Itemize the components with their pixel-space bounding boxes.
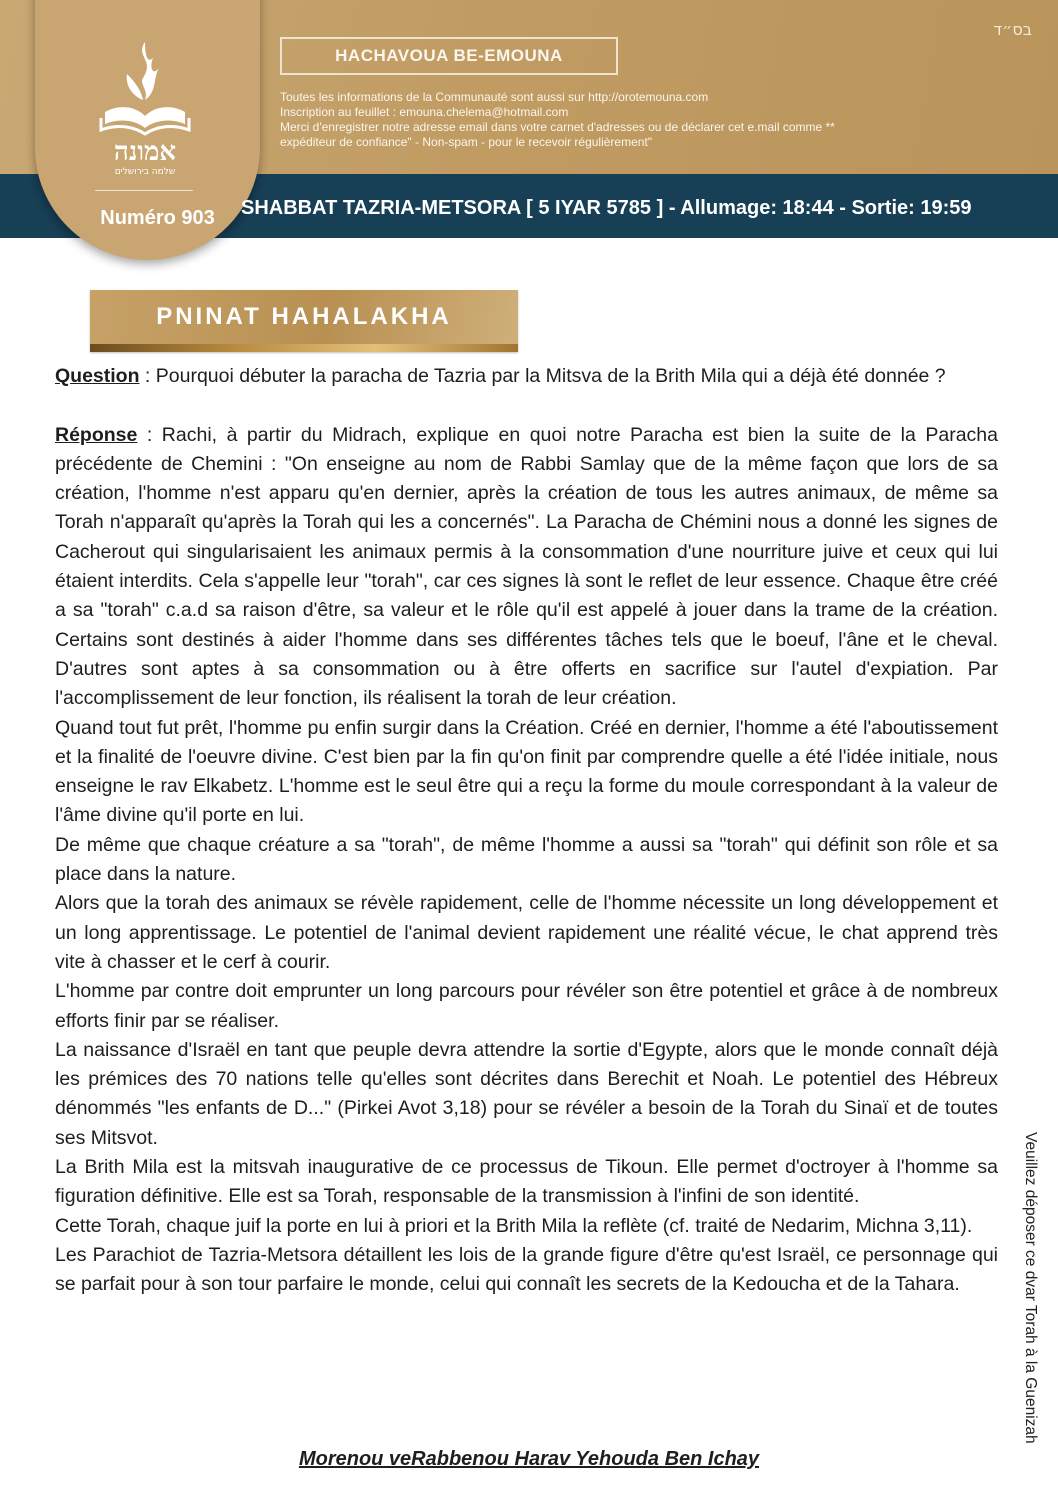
question-label: Question <box>55 365 140 387</box>
question-text: : Pourquoi débuter la paracha de Tazria par la Mitsva de la Brith Mila qui a déjà été donnée ? <box>139 365 946 387</box>
svg-text:אמונה: אמונה <box>113 137 177 167</box>
info-line: expéditeur de confiance" - Non-spam - pour le recevoir régulièrement" <box>280 135 653 149</box>
info-line: Merci d'enregistrer notre adresse email dans votre carnet d'adresses ou de déclarer cet e.mail comme ** <box>280 120 835 134</box>
newsletter-title: HACHAVOUA BE-EMOUNA <box>280 37 618 75</box>
article-paragraph: L'homme par contre doit emprunter un long parcours pour révéler son être potentiel et grâce à de nombreux efforts finir par se réaliser. <box>55 980 998 1032</box>
article-paragraph: De même que chaque créature a sa "torah", de même l'homme a aussi sa "torah" qui définit son rôle et sa place dans la nature. <box>55 833 998 886</box>
article-paragraph: Quand tout fut prêt, l'homme pu enfin surgir dans la Création. Créé en dernier, l'homme a été l'aboutissement et la finalité de l'oeuvre divine. C'est bien par la fin qu'on finit par comprendre quelle a été l'idée initiale, nous enseigne le rav Elkabetz. L'homme est le seul être qui a reçu la forme du moule correspondant à la valeur de l'âme divine qu'il porte en lui. <box>55 716 998 827</box>
answer-paragraph <box>55 421 998 714</box>
shabbat-times: SHABBAT TAZRIA-METSORA [ 5 IYAR 5785 ] - Allumage: 18:44 - Sortie: 19:59 <box>241 197 972 219</box>
bsd-mark: בס״ד <box>993 20 1032 39</box>
paragraph-gap <box>55 391 998 420</box>
section-banner <box>90 290 518 352</box>
article-body <box>55 362 998 1300</box>
guenizah-note: Veuillez déposer ce dvar Torah à la Guenizah <box>1022 1132 1039 1444</box>
article-paragraph: Alors que la torah des animaux se révèle rapidement, celle de l'homme nécessite un long développement et un long apprentissage. Le potentiel de l'animal devient rapidement une réalité vécue, le chat apprend très vite à chasser et le cerf à courir. <box>55 892 998 973</box>
logo-divider <box>95 190 193 191</box>
article-paragraph: Les Parachiot de Tazria-Metsora détaillent les lois de la grande figure d'être qu'est Israël, ce personnage qui se parfait pour à son tour parfaire le monde, celui qui connaît les secrets de la Kedoucha et de la Tahara. <box>55 1243 998 1296</box>
article-paragraph: La naissance d'Israël en tant que peuple devra attendre la sortie d'Egypte, alors que le monde connaît déjà les prémices des 70 nations telle qu'elles sont décrites dans Berechit et Noah. Le potentiel des Hébreux dénommés "les enfants de D..." (Pirkei Avot 3,18) pour se révéler a besoin de la Torah du Sinaï et de toutes ses Mitsvot. <box>55 1038 998 1149</box>
answer-label: Réponse <box>55 423 138 446</box>
author-signature: Morenou veRabbenou Harav Yehouda Ben Ichay <box>298 1448 760 1470</box>
answer-text: : Rachi, à partir du Midrach, explique en quoi notre Paracha est bien la suite de la Paracha précédente de Chemini : "On enseigne au nom de Rabbi Samlay que de la même façon que lors de sa création, l'homme n'est apparu qu'en dernier, après la création de tous les autres animaux, de même sa Torah n'apparaît qu'après la Torah qui les a concernés". La Paracha de Chémini nous a donné les signes de Cacherout qui singularisaient les animaux permis à la consommation d'une nourriture juive et ceux qui lui étaient interdits. Cela s'appelle leur "torah", car ces signes là sont le reflet de leur essence. Chaque être créé a sa "torah" c.a.d sa raison d'être, sa valeur et le rôle qu'il est appelé à jouer dans la trame de la création. Certains sont destinés à aider l'homme dans ses différentes tâches tels que le boeuf, l'âne et le cheval. D'autres sont aptes à sa consommation ou à être offerts en sacrifice sur l'autel d'expiation. Par l'accomplissement de leur fonction, ils réalisent la torah de leur création. <box>55 423 998 710</box>
emouna-logo-icon <box>95 38 195 178</box>
article-paragraph: Cette Torah, chaque juif la porte en lui à priori et la Brith Mila la reflète (cf. traité de Nedarim, Michna 3,11). <box>55 1214 973 1237</box>
info-block <box>280 90 940 150</box>
section-title: PNINAT HAHALAKHA <box>156 303 452 330</box>
info-line: Toutes les informations de la Communauté sont aussi sur http://orotemouna.com <box>280 90 709 104</box>
svg-text:שלמה בירושלים: שלמה בירושלים <box>114 167 176 177</box>
issue-number: Numéro 903 <box>100 207 215 229</box>
question-paragraph <box>55 362 998 391</box>
article-paragraph: La Brith Mila est la mitsvah inaugurative de ce processus de Tikoun. Elle permet d'octroyer à l'homme sa figuration définitive. Elle est sa Torah, responsable de la transmission à l'infini de son identité. <box>55 1156 998 1208</box>
info-line: Inscription au feuillet : emouna.chelema@hotmail.com <box>280 105 569 119</box>
